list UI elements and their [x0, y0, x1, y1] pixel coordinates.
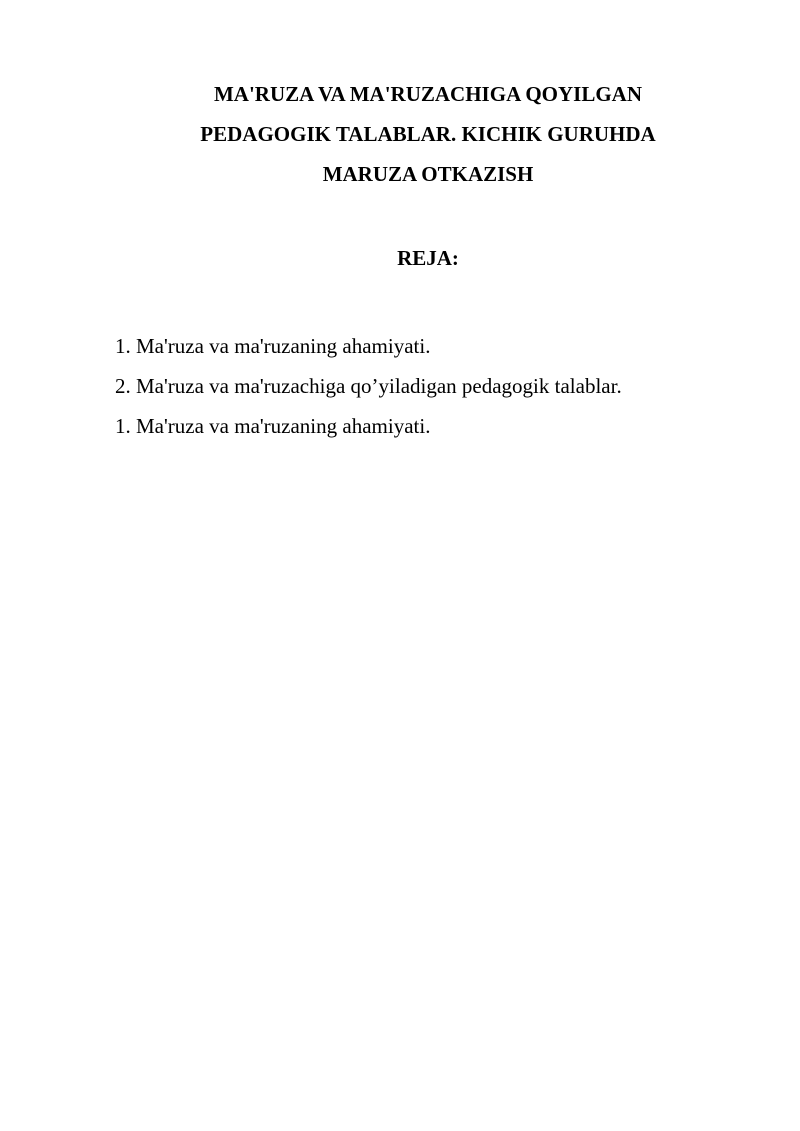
plan-item: 2. Ma'ruza va ma'ruzachiga qo’yiladigan pedagogik talablar.	[115, 374, 622, 398]
title-line: MARUZA OTKAZISH	[322, 162, 534, 186]
document-title	[118, 74, 738, 194]
plan-item: 1. Ma'ruza va ma'ruzaning ahamiyati.	[115, 334, 431, 358]
title-line: PEDAGOGIK TALABLAR. KICHIK GURUHDA	[200, 122, 656, 146]
plan-list	[115, 326, 755, 446]
title-line: MA'RUZA VA MA'RUZACHIGA QOYILGAN	[213, 82, 643, 106]
plan-item: 1. Ma'ruza va ma'ruzaning ahamiyati.	[115, 414, 431, 438]
plan-heading: REJA:	[397, 246, 459, 270]
